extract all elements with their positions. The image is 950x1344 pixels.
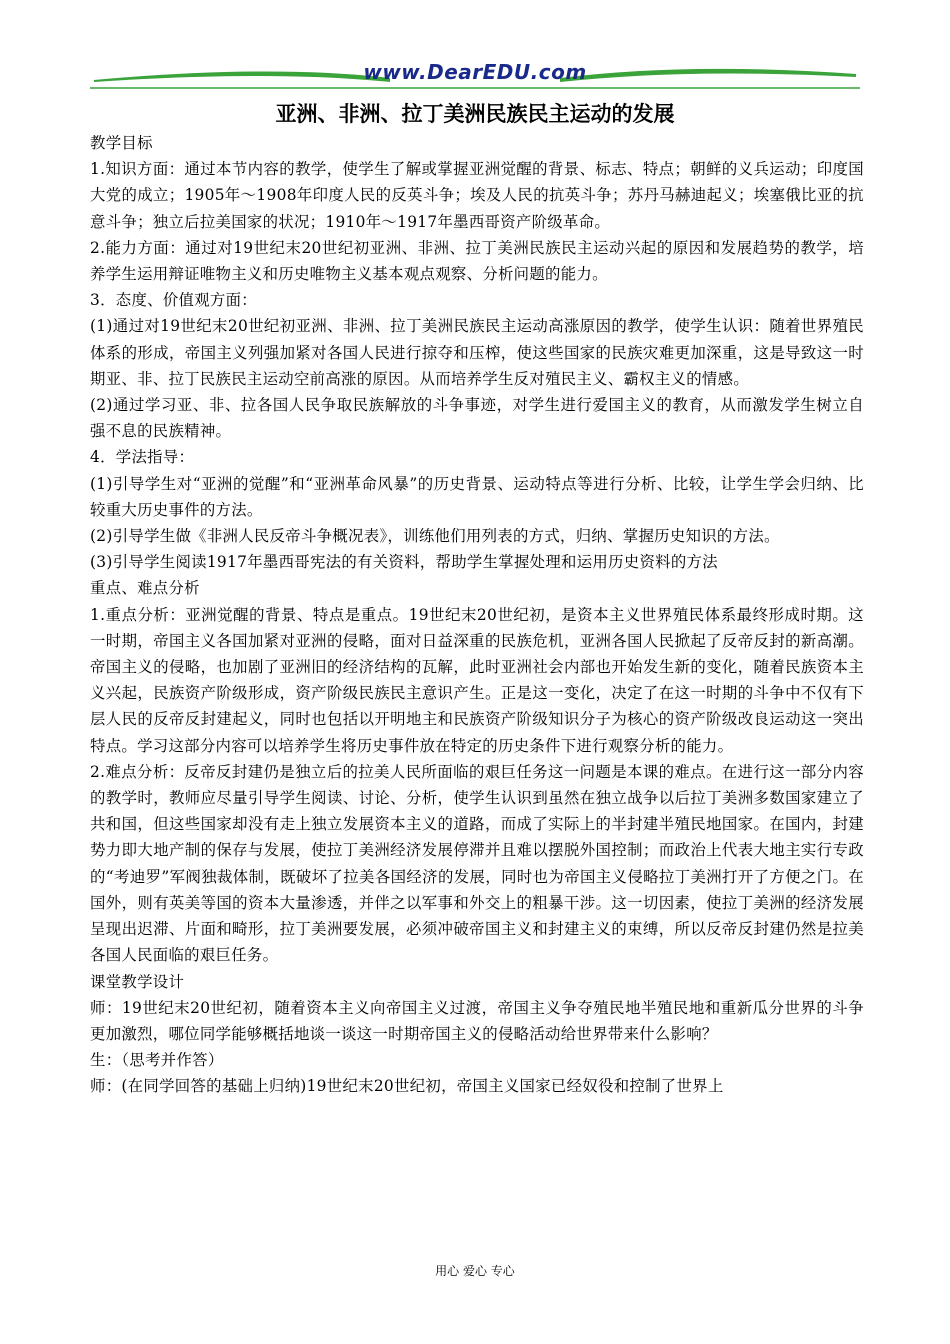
paragraph: (3)引导学生阅读1917年墨西哥宪法的有关资料，帮助学生掌握处理和运用历史资料的方法 [90, 553, 718, 572]
site-logo: www.DearEDU.com [363, 60, 587, 84]
paragraph: (1)通过对19世纪末20世纪初亚洲、非洲、拉丁美洲民族民主运动高涨原因的教学，使学生认识：随着世界殖民体系的形成，帝国主义列强加紧对各国人民进行掠夺和压榨，使这些国家的民族灾难更加深重，这是导致这一时期亚、非、拉丁民族民主运动空前高涨的原因。从而培养学生反对殖民主义、霸权主义的情感。 [90, 317, 864, 388]
paragraph: 师：(在同学回答的基础上归纳)19世纪末20世纪初，帝国主义国家已经奴役和控制了世界上 [90, 1077, 724, 1096]
header-banner [90, 58, 860, 90]
paragraph: 2.能力方面：通过对19世纪末20世纪初亚洲、非洲、拉丁美洲民族民主运动兴起的原因和发展趋势的教学，培养学生运用辩证唯物主义和历史唯物主义基本观点观察、分析问题的能力。 [90, 238, 864, 284]
page-title: 亚洲、非洲、拉丁美洲民族民主运动的发展 [275, 102, 675, 126]
section-heading: 课堂教学设计 [90, 972, 185, 991]
paragraph: 4．学法指导： [90, 448, 195, 467]
paragraph: 1.重点分析：亚洲觉醒的背景、特点是重点。19世纪末20世纪初，是资本主义世界殖民体系最终形成时期。这一时期，帝国主义各国加紧对亚洲的侵略，面对日益深重的民族危机，亚洲各国人民掀起了反帝反封的新高潮。帝国主义的侵略，也加剧了亚洲旧的经济结构的瓦解，此时亚洲社会内部也开始发生新的变化，随着民族资本主义兴起，民族资产阶级形成，资产阶级民族民主意识产生。正是这一变化，决定了在这一时期的斗争中不仅有下层人民的反帝反封建起义，同时也包括以开明地主和民族资产阶级知识分子为核心的资产阶级改良运动这一突出特点。学习这部分内容可以培养学生将历史事件放在特定的历史条件下进行观察分析的能力。 [90, 605, 864, 755]
paragraph: (1)引导学生对“亚洲的觉醒”和“亚洲革命风暴”的历史背景、运动特点等进行分析、比较，让学生学会归纳、比较重大历史事件的方法。 [90, 474, 864, 519]
paragraph: (2)通过学习亚、非、拉各国人民争取民族解放的斗争事迹，对学生进行爱国主义的教育，从而激发学生树立自强不息的民族精神。 [90, 396, 864, 441]
paragraph: 1.知识方面：通过本节内容的教学，使学生了解或掌握亚洲觉醒的背景、标志、特点；朝鲜的义兵运动；印度国大党的成立；1905年～1908年印度人民的反英斗争；埃及人民的抗英斗争；苏丹马赫迪起义；埃塞俄比亚的抗意斗争；独立后拉美国家的状况；1910年～1917年墨西哥资产阶级革命。 [90, 160, 864, 231]
paragraph: (2)引导学生做《非洲人民反帝斗争概况表》，训练他们用列表的方式，归纳、掌握历史知识的方法。 [90, 527, 780, 546]
paragraph: 2.难点分析：反帝反封建仍是独立后的拉美人民所面临的艰巨任务这一问题是本课的难点。在进行这一部分内容的教学时，教师应尽量引导学生阅读、讨论、分析，使学生认识到虽然在独立战争以后拉丁美洲多数国家建立了共和国，但这些国家却没有走上独立发展资本主义的道路，而成了实际上的半封建半殖民地国家。在国内，封建势力即大地产制的保存与发展，使拉丁美洲经济发展停滞并且难以摆脱外国控制；而政治上代表大地主实行专政的“考迪罗”军阀独裁体制，既破坏了拉美各国经济的发展，同时也为帝国主义侵略拉丁美洲打开了方便之门。在国外，则有英美等国的资本大量渗透，并伴之以军事和外交上的粗暴干涉。这一切因素，使拉丁美洲的经济发展呈现出迟滞、片面和畸形，拉丁美洲要发展，必须冲破帝国主义和封建主义的束缚，所以反帝反封建仍然是拉美各国人民面临的艰巨任务。 [90, 762, 864, 965]
section-heading: 教学目标 [90, 134, 153, 152]
paragraph: 师：19世纪末20世纪初，随着资本主义向帝国主义过渡，帝国主义争夺殖民地半殖民地和重新瓜分世界的斗争更加激烈，哪位同学能够概括地谈一谈这一时期帝国主义的侵略活动给世界带来什么影响？ [90, 998, 864, 1043]
document-body [90, 130, 864, 1100]
section-heading: 重点、难点分析 [90, 579, 200, 598]
paragraph: 生：（思考并作答） [90, 1051, 224, 1070]
paragraph: 3．态度、价值观方面： [90, 291, 257, 310]
page-footer: 用心 爱心 专心 [435, 1264, 515, 1278]
